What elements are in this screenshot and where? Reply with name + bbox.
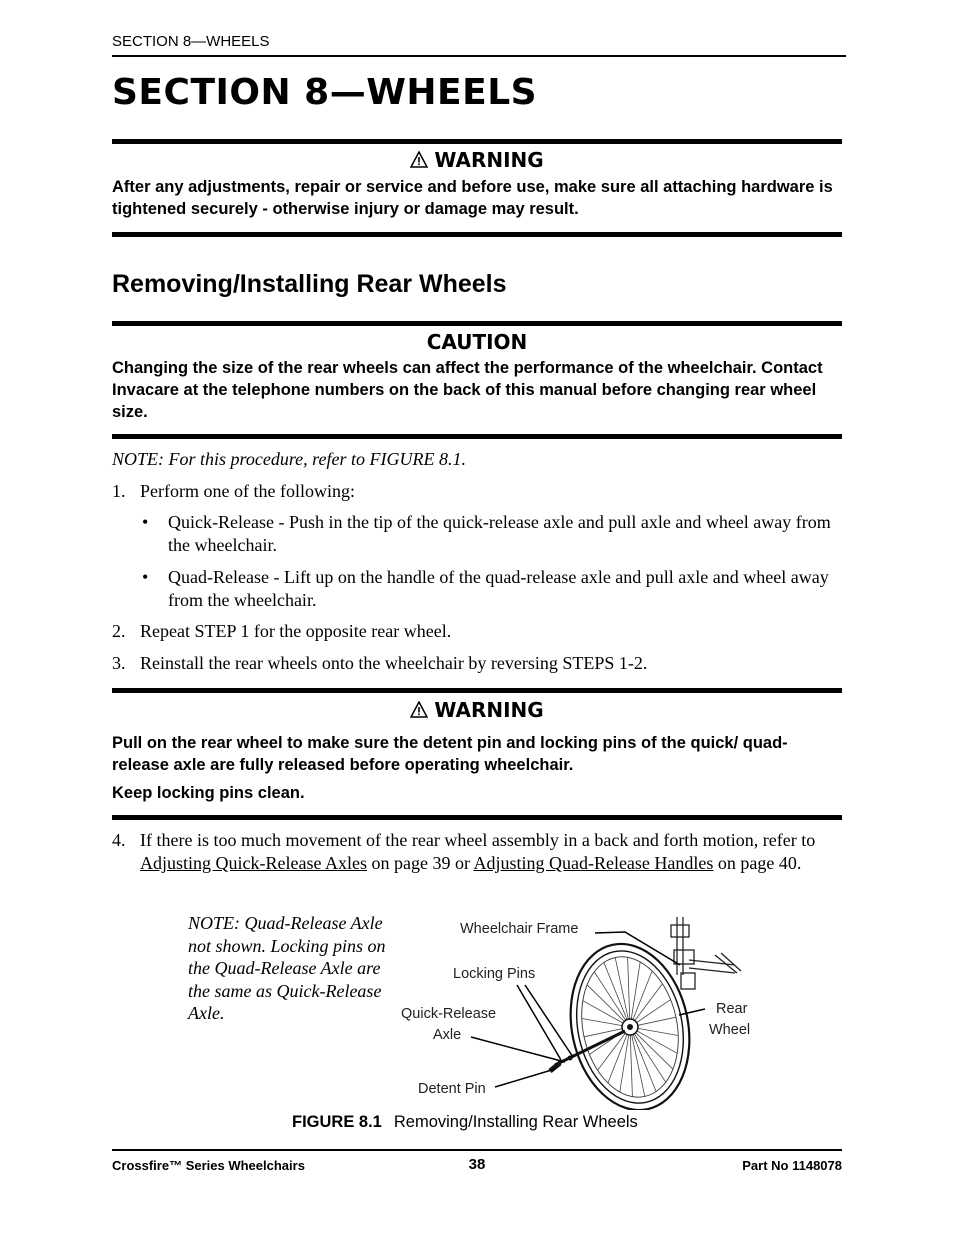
header-rule — [112, 55, 846, 57]
footer-rule — [112, 1149, 842, 1151]
rear-wheel-drawing — [556, 933, 704, 1110]
warning-triangle-icon — [410, 149, 428, 173]
step-4-text-b: on page 39 or — [366, 853, 474, 873]
figure-caption-text: Removing/Installing Rear Wheels — [393, 1113, 638, 1131]
label-wheel: Wheel — [709, 1022, 751, 1038]
step-2-number: 2. — [112, 621, 126, 641]
warning-box-top-rule — [112, 139, 842, 144]
warning-box-bottom-rule — [112, 815, 842, 820]
warning-text-2b: Keep locking pins clean. — [112, 784, 305, 802]
caution-text: Changing the size of the rear wheels can affect the performance of the wheelchair. Contact Invacare at the telephone numbers on the back of this manual before changing rear wheel size. — [112, 359, 823, 421]
footer-title: Crossfire™ Series Wheelchairs — [112, 1158, 305, 1173]
step-1-number: 1. — [112, 481, 126, 501]
wheel-spoke — [620, 1027, 630, 1092]
running-head: SECTION 8—WHEELS — [112, 33, 270, 50]
wheel-spoke — [630, 1027, 666, 1082]
page-title: SECTION 8—WHEELS — [112, 72, 538, 113]
step-3-text: Reinstall the rear wheels onto the wheelchair by reversing STEPS 1-2. — [140, 653, 648, 673]
bullet: • — [142, 512, 149, 532]
warning-title-1 — [112, 148, 842, 173]
warning-title-text: WARNING — [434, 148, 544, 172]
page-number: 38 — [468, 1156, 486, 1173]
label-wheelchair-frame: Wheelchair Frame — [460, 921, 579, 937]
warning-triangle-icon — [410, 699, 428, 723]
warning-title-text: WARNING — [434, 698, 544, 722]
label-detent-pin: Detent Pin — [418, 1081, 486, 1097]
step-4-text-c: on page 40. — [713, 853, 802, 873]
warning-text-2: Pull on the rear wheel to make sure the detent pin and locking pins of the quick/ quad-release axle are fully released before operating wheelchair. — [112, 734, 788, 774]
wheel-spoke — [630, 1027, 656, 1092]
link-adjusting-quad-release-handles[interactable]: Adjusting Quad-Release Handles — [473, 853, 714, 873]
step-4-text — [140, 829, 842, 875]
caution-box-bottom-rule — [112, 434, 842, 439]
label-quick-release: Quick-Release — [401, 1006, 497, 1022]
figure-note: NOTE: Quad-Release Axle not shown. Locking pins on the Quad-Release Axle are the same as Quick-Release Axle. — [188, 913, 386, 1023]
figure-caption — [292, 1113, 638, 1132]
step-4-text-a: If there is too much movement of the rear wheel assembly in a back and forth motion, refer to — [140, 830, 816, 850]
bullet: • — [142, 567, 149, 587]
label-rear: Rear — [716, 1001, 748, 1017]
bullet-quick-release: Quick-Release - Push in the tip of the quick-release axle and pull axle and wheel away from the wheelchair. — [168, 512, 831, 555]
wheelchair-frame-drawing — [671, 917, 741, 989]
wheel-spoke — [630, 971, 652, 1027]
warning-box-top-rule — [112, 688, 842, 693]
figure-caption-number: FIGURE 8.1 — [292, 1113, 382, 1131]
warning-title-2 — [112, 698, 842, 723]
wheel-spoke — [604, 962, 630, 1027]
quick-release-axle-drawing — [550, 1031, 625, 1071]
warning-text-1: After any adjustments, repair or service and before use, make sure all attaching hardware is tightened securely - otherwise injury or damage may result. — [112, 178, 833, 218]
label-locking-pins: Locking Pins — [453, 966, 536, 982]
part-number: Part No 1148078 — [742, 1158, 842, 1173]
wheel-spoke — [630, 962, 640, 1027]
caution-title: CAUTION — [426, 330, 528, 354]
caution-box-top-rule — [112, 321, 842, 326]
label-axle: Axle — [433, 1027, 462, 1043]
step-3-number: 3. — [112, 653, 126, 673]
wheel-spoke — [594, 972, 630, 1027]
warning-box-bottom-rule — [112, 232, 842, 237]
step-4-number: 4. — [112, 830, 126, 850]
procedure-note: NOTE: For this procedure, refer to FIGURE 8.1. — [112, 449, 466, 469]
step-2-text: Repeat STEP 1 for the opposite rear wheel. — [140, 621, 452, 641]
step-1-text: Perform one of the following: — [140, 481, 355, 501]
figure-8-1-illustration — [395, 905, 755, 1110]
bullet-quad-release: Quad-Release - Lift up on the handle of the quad-release axle and pull axle and wheel away from the wheelchair. — [168, 567, 829, 610]
section-heading: Removing/Installing Rear Wheels — [112, 270, 507, 298]
link-adjusting-quick-release-axles[interactable]: Adjusting Quick-Release Axles — [140, 853, 367, 873]
